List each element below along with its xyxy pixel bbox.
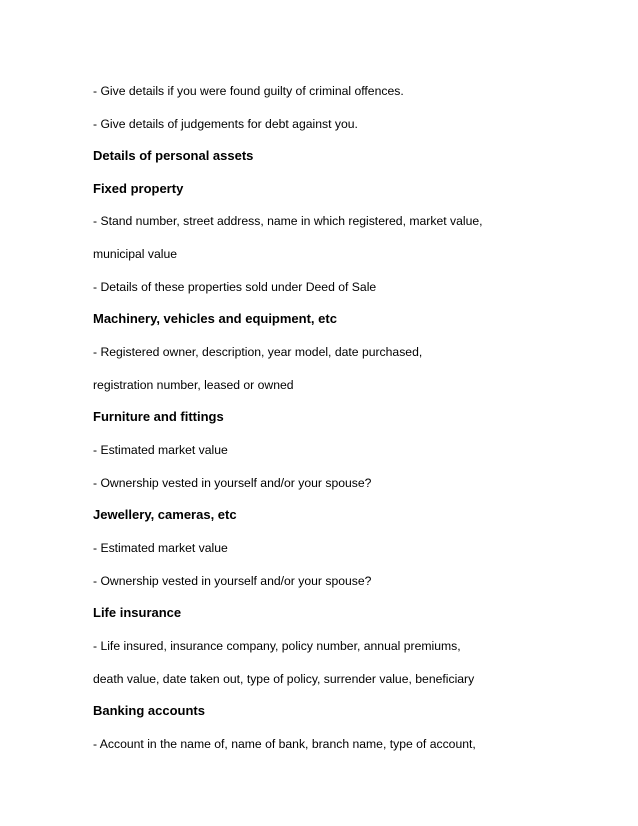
body-line: death value, date taken out, type of policy, surrender value, beneficiary [93, 672, 475, 686]
body-line: - Give details if you were found guilty of criminal offences. [93, 84, 404, 98]
section-heading: Furniture and fittings [93, 409, 224, 424]
body-line: - Account in the name of, name of bank, branch name, type of account, [93, 737, 476, 751]
section-heading: Life insurance [93, 605, 182, 620]
body-line: - Estimated market value [93, 443, 228, 457]
body-line: - Ownership vested in yourself and/or your spouse? [93, 574, 372, 588]
body-line: - Life insured, insurance company, policy number, annual premiums, [93, 639, 461, 653]
section-heading: Banking accounts [93, 703, 205, 718]
body-line: registration number, leased or owned [93, 378, 294, 392]
body-line: - Details of these properties sold under Deed of Sale [93, 280, 377, 294]
body-line: - Estimated market value [93, 541, 228, 555]
section-heading: Fixed property [93, 181, 184, 196]
section-heading: Machinery, vehicles and equipment, etc [93, 311, 337, 326]
section-heading: Jewellery, cameras, etc [93, 507, 237, 522]
body-line: - Stand number, street address, name in which registered, market value, [93, 214, 483, 228]
body-line: - Ownership vested in yourself and/or your spouse? [93, 476, 372, 490]
section-heading: Details of personal assets [93, 148, 254, 163]
body-line: - Registered owner, description, year model, date purchased, [93, 345, 423, 359]
body-line: municipal value [93, 247, 178, 261]
body-line: - Give details of judgements for debt against you. [93, 117, 358, 131]
